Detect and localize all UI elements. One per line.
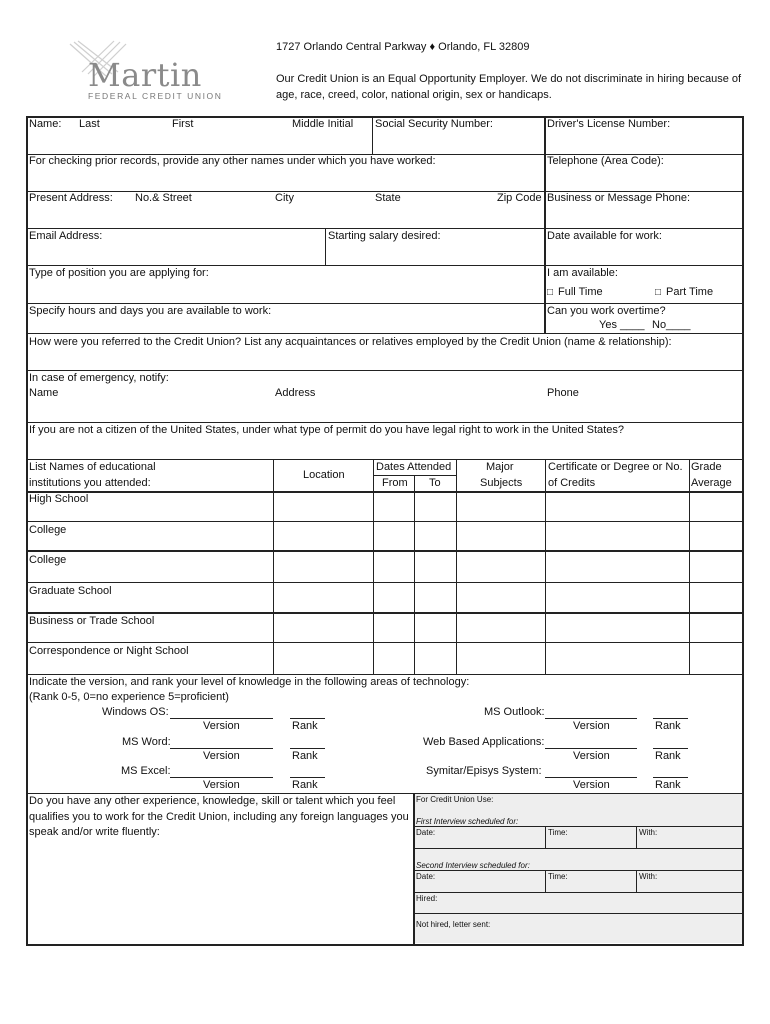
position-field[interactable] xyxy=(28,282,542,301)
excel-version-line[interactable] xyxy=(170,777,273,778)
other-names-field[interactable] xyxy=(28,170,542,189)
word-version-line[interactable] xyxy=(170,748,273,749)
edu-header-dates: Dates Attended xyxy=(376,461,452,473)
edu-header-from: From xyxy=(382,477,408,489)
salary-label: Starting salary desired: xyxy=(328,230,441,242)
emergency-phone-label: Phone xyxy=(547,387,579,399)
second-date-label: Date: xyxy=(416,872,436,881)
business-phone-field[interactable] xyxy=(547,207,740,226)
first-name-label: First xyxy=(172,118,194,130)
ssn-label: Social Security Number: xyxy=(375,118,493,130)
edu-header-cert-1: Certificate or Degree or No. xyxy=(548,461,683,473)
part-time-checkbox[interactable]: □ xyxy=(655,287,662,298)
emergency-address-label: Address xyxy=(275,387,316,399)
logo-subtitle: FEDERAL CREDIT UNION xyxy=(88,91,223,101)
rank-caption: Rank xyxy=(292,750,318,762)
edu-row-college-2: College xyxy=(29,554,67,566)
symitar-version-line[interactable] xyxy=(545,777,637,778)
salary-field[interactable] xyxy=(327,245,542,263)
tech-windows-label: Windows OS: xyxy=(102,706,169,718)
full-time-label: Full Time xyxy=(558,286,603,298)
tech-excel-label: MS Excel: xyxy=(121,765,171,777)
experience-line-2: qualifies you to work for the Credit Union, including any foreign languages you xyxy=(29,811,409,823)
citizen-field[interactable] xyxy=(28,439,740,458)
first-with-label: With: xyxy=(639,828,658,837)
second-time-label: Time: xyxy=(548,872,568,881)
version-caption: Version xyxy=(203,750,240,762)
tech-intro-1: Indicate the version, and rank your level of knowledge in the following areas of technology: xyxy=(29,676,470,688)
eeo-line-2: age, race, creed, color, national origin, sex or handicaps. xyxy=(276,89,552,101)
position-label: Type of position you are applying for: xyxy=(29,267,209,279)
outlook-version-line[interactable] xyxy=(545,718,637,719)
license-field[interactable] xyxy=(547,134,740,152)
full-time-checkbox[interactable]: □ xyxy=(547,287,554,298)
city-label: City xyxy=(275,192,294,204)
edu-header-cert-2: of Credits xyxy=(548,477,596,489)
overtime-no[interactable]: No____ xyxy=(652,319,691,331)
tech-symitar-label: Symitar/Episys System: xyxy=(426,765,542,777)
version-caption: Version xyxy=(203,720,240,732)
referred-label: How were you referred to the Credit Union? List any acquaintances or relatives employed by the Credit Union (name & relationship): xyxy=(29,336,672,348)
not-hired-label: Not hired, letter sent: xyxy=(416,920,491,929)
edu-row-high-school: High School xyxy=(29,493,89,505)
web-version-line[interactable] xyxy=(545,748,637,749)
eeo-line-1: Our Credit Union is an Equal Opportunity Employer. We do not discriminate in hiring because of xyxy=(276,73,742,85)
referred-field[interactable] xyxy=(28,351,740,369)
overtime-label: Can you work overtime? xyxy=(547,305,666,317)
telephone-label: Telephone (Area Code): xyxy=(547,155,664,167)
first-time-label: Time: xyxy=(548,828,568,837)
version-caption: Version xyxy=(573,720,610,732)
state-label: State xyxy=(375,192,401,204)
edu-header-grade-2: Average xyxy=(691,477,732,489)
other-names-label: For checking prior records, provide any other names under which you have worked: xyxy=(29,155,436,167)
availability-label: I am available: xyxy=(547,267,618,279)
email-label: Email Address: xyxy=(29,230,103,242)
edu-header-list-2: institutions you attended: xyxy=(29,477,151,489)
address-line: 1727 Orlando Central Parkway ♦ Orlando, FL 32809 xyxy=(276,41,530,53)
version-caption: Version xyxy=(573,750,610,762)
street-label: No.& Street xyxy=(135,192,192,204)
experience-line-3: speak and/or write fluently: xyxy=(29,826,160,838)
rank-caption: Rank xyxy=(655,720,681,732)
present-address-label: Present Address: xyxy=(29,192,113,204)
office-use-title: For Credit Union Use: xyxy=(416,795,494,804)
emergency-field[interactable] xyxy=(28,401,740,421)
windows-version-line[interactable] xyxy=(170,718,273,719)
hours-field[interactable] xyxy=(28,318,542,332)
name-field[interactable] xyxy=(28,134,370,152)
excel-rank-line[interactable] xyxy=(290,777,325,778)
tech-intro-2: (Rank 0-5, 0=no experience 5=proficient) xyxy=(29,691,229,703)
tech-outlook-label: MS Outlook: xyxy=(484,706,545,718)
second-interview-label: Second Interview scheduled for: xyxy=(416,861,530,870)
license-label: Driver's License Number: xyxy=(547,118,671,130)
rank-caption: Rank xyxy=(292,720,318,732)
tech-word-label: MS Word: xyxy=(122,736,171,748)
experience-field[interactable] xyxy=(28,842,411,942)
edu-row-college-1: College xyxy=(29,524,67,536)
emergency-name-label: Name xyxy=(29,387,59,399)
edu-row-trade: Business or Trade School xyxy=(29,615,155,627)
rank-caption: Rank xyxy=(655,779,681,791)
windows-rank-line[interactable] xyxy=(290,718,325,719)
edu-header-major-2: Subjects xyxy=(480,477,523,489)
second-with-label: With: xyxy=(639,872,658,881)
emergency-label: In case of emergency, notify: xyxy=(29,372,169,384)
overtime-yes[interactable]: Yes ____ xyxy=(599,319,645,331)
telephone-field[interactable] xyxy=(547,170,740,189)
edu-header-location: Location xyxy=(303,469,345,481)
hours-label: Specify hours and days you are available to work: xyxy=(29,305,272,317)
first-date-label: Date: xyxy=(416,828,436,837)
outlook-rank-line[interactable] xyxy=(653,718,688,719)
first-interview-label: First Interview scheduled for: xyxy=(416,817,519,826)
rank-caption: Rank xyxy=(655,750,681,762)
word-rank-line[interactable] xyxy=(290,748,325,749)
email-field[interactable] xyxy=(28,245,323,263)
logo-name: Martin xyxy=(88,56,202,94)
edu-header-list-1: List Names of educational xyxy=(29,461,156,473)
hired-label: Hired: xyxy=(416,894,438,903)
date-available-field[interactable] xyxy=(547,245,740,263)
last-name-label: Last xyxy=(79,118,100,130)
tech-web-label: Web Based Applications: xyxy=(423,736,545,748)
address-field[interactable] xyxy=(28,207,542,226)
rank-caption: Rank xyxy=(292,779,318,791)
version-caption: Version xyxy=(203,779,240,791)
business-phone-label: Business or Message Phone: xyxy=(547,192,691,204)
name-label: Name: xyxy=(29,118,62,130)
edu-row-graduate: Graduate School xyxy=(29,585,112,597)
edu-row-correspondence: Correspondence or Night School xyxy=(29,645,189,657)
zip-label: Zip Code xyxy=(497,192,542,204)
citizen-label: If you are not a citizen of the United States, under what type of permit do you have legal right to work in the United States? xyxy=(29,424,624,436)
edu-header-grade-1: Grade xyxy=(691,461,722,473)
experience-line-1: Do you have any other experience, knowledge, skill or talent which you feel xyxy=(29,795,396,807)
middle-initial-label: Middle Initial xyxy=(292,118,354,130)
date-available-label: Date available for work: xyxy=(547,230,662,242)
ssn-field[interactable] xyxy=(374,134,542,152)
edu-header-major-1: Major xyxy=(486,461,514,473)
edu-header-to: To xyxy=(429,477,441,489)
web-rank-line[interactable] xyxy=(653,748,688,749)
part-time-label: Part Time xyxy=(666,286,714,298)
version-caption: Version xyxy=(573,779,610,791)
symitar-rank-line[interactable] xyxy=(653,777,688,778)
